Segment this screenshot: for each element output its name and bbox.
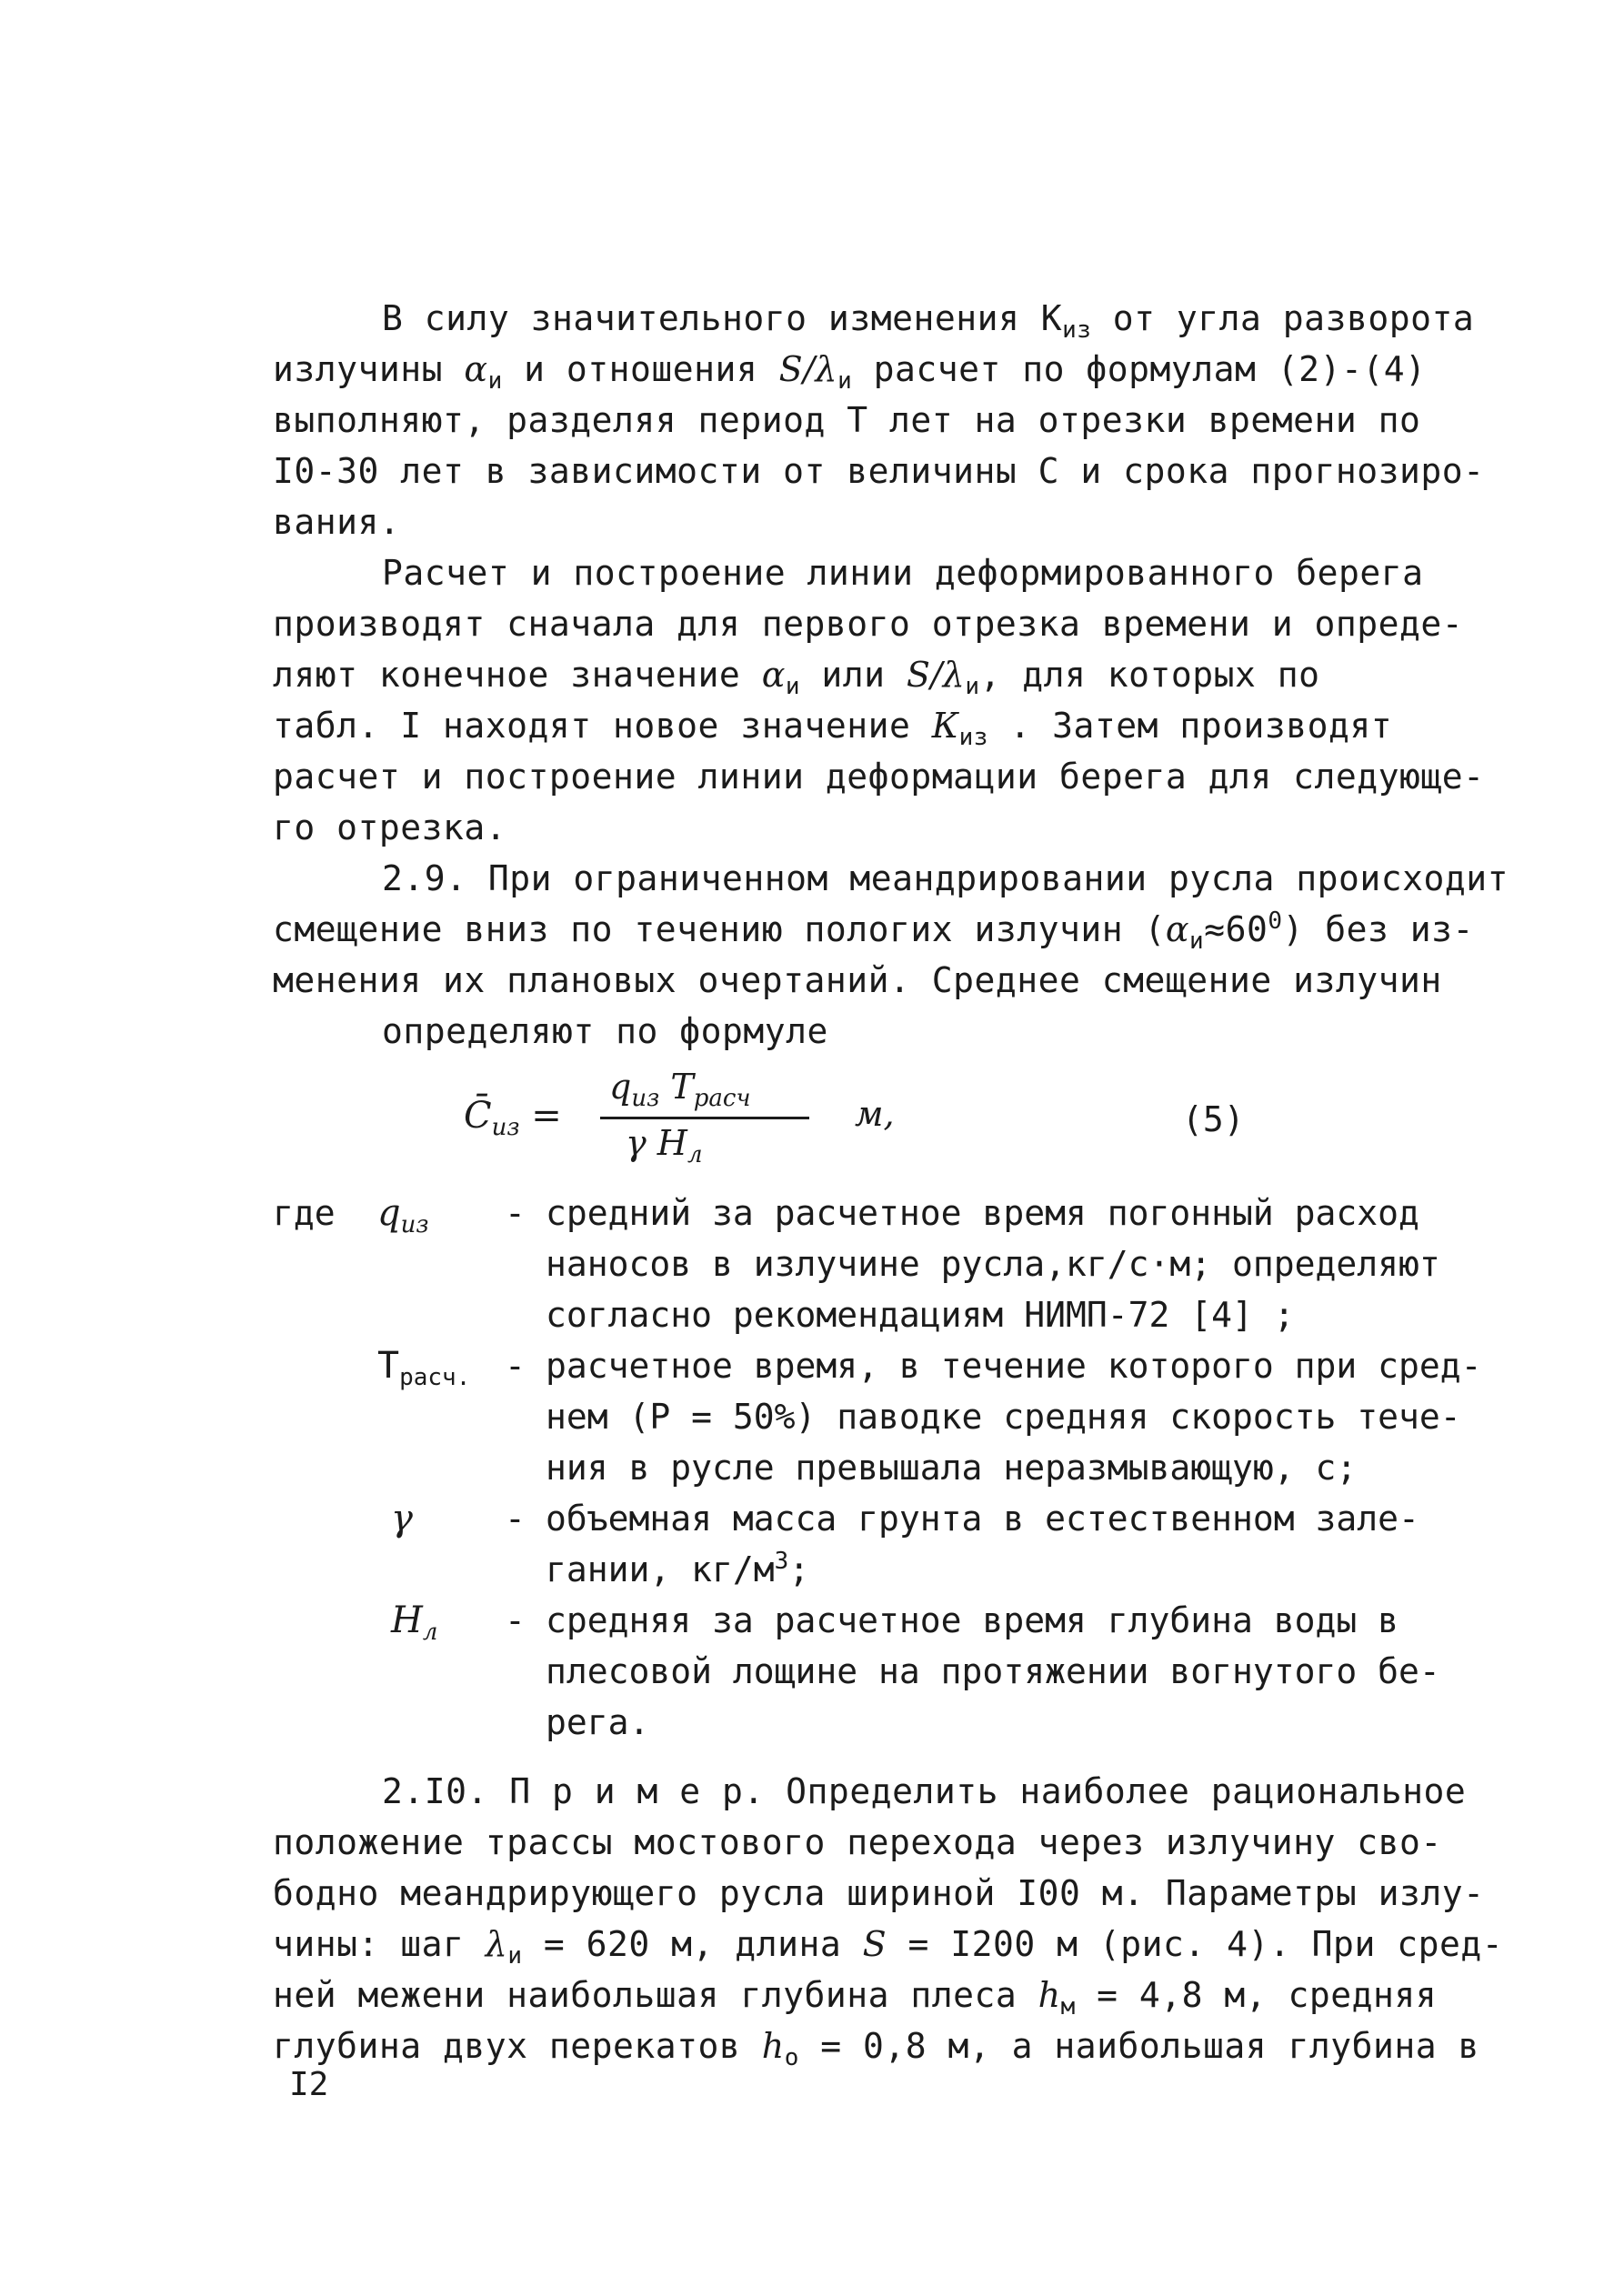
p2-line2: производят сначала для первого отрезка времени и опреде-	[273, 604, 1464, 644]
text: табл. I находят новое значение	[273, 706, 932, 746]
text: , для которых по	[979, 655, 1320, 695]
p1-line1	[382, 293, 1582, 344]
text: излучины	[273, 349, 444, 389]
where-def-q-line1: средний за расчетное время погонный расход	[546, 1193, 1419, 1233]
where-def-t-line3: ния в русле превышала неразмывающую, с;	[546, 1448, 1358, 1488]
lambda-symbol: λ	[485, 1924, 508, 1964]
ratio-symbol: S/λ	[778, 349, 838, 389]
fraction-bar	[600, 1117, 809, 1119]
alpha-symbol: α	[761, 655, 786, 695]
h-symbol: H	[646, 1123, 687, 1163]
where-def-h-line3: рега.	[546, 1702, 650, 1742]
formula-5	[464, 1064, 1282, 1182]
where-dash: -	[505, 1193, 526, 1233]
h-symbol: h	[761, 2026, 785, 2066]
p1-line4: I0-30 лет в зависимости от величины С и срока прогнозиро-	[273, 451, 1485, 491]
subscript: из	[631, 1085, 660, 1112]
where-def-gamma-line1: объемная масса грунта в естественном зале-	[546, 1499, 1419, 1539]
text: глубина двух перекатов	[273, 2026, 762, 2066]
h-symbol: Н	[391, 1599, 423, 1641]
where-def-t-line2: нем (Р = 50%) паводке средняя скорость тече-	[546, 1397, 1461, 1437]
subscript: м	[1060, 1993, 1076, 2020]
text: = 620 м, длина	[522, 1924, 863, 1964]
p4-line1: 2.I0. П р и м е р. Определить наиболее рациональное	[382, 1771, 1467, 1811]
where-dash: -	[505, 1600, 526, 1640]
t-symbol: T	[659, 1067, 694, 1107]
equation-number: (5)	[1182, 1099, 1245, 1139]
subscript: и	[487, 367, 503, 395]
page-number: I2	[289, 2066, 329, 2103]
formula-lhs	[464, 1093, 562, 1141]
p4-line4	[273, 1919, 1504, 1970]
text: = I200 м (рис. 4). При сред-	[887, 1924, 1504, 1964]
c-bar-symbol: C̄	[464, 1095, 492, 1137]
where-dash: -	[505, 1499, 526, 1539]
t-symbol: Т	[377, 1345, 400, 1387]
p1-line2	[273, 344, 1473, 395]
where-def-q-line3: согласно рекомендациям НИМП-72 [4] ;	[546, 1295, 1295, 1335]
where-def-t-line1: расчетное время, в течение которого при сред-	[546, 1346, 1482, 1386]
subscript: и	[837, 367, 853, 395]
p2-line5: расчет и построение линии деформации берега для следующе-	[273, 757, 1485, 797]
where-dash: -	[505, 1346, 526, 1386]
subscript: и	[507, 1942, 523, 1970]
text: ляют конечное значение	[273, 655, 762, 695]
subscript: о	[784, 2044, 799, 2071]
text: = 0,8 м, а наибольшая глубина в	[798, 2026, 1479, 2066]
text: В силу значительного изменения К	[382, 298, 1063, 338]
p3-line2	[273, 904, 1473, 955]
where-symbol-t	[377, 1340, 496, 1391]
where-symbol-gamma: γ	[391, 1498, 413, 1539]
text: или	[800, 655, 907, 695]
subscript: расч	[693, 1085, 751, 1112]
alpha-symbol: α	[464, 349, 488, 389]
p2-line4	[273, 700, 1473, 751]
subscript: из	[400, 1211, 429, 1238]
p4-line3: бодно меандрирующего русла шириной I00 м. Параметры излу-	[273, 1873, 1485, 1913]
text: гании, кг/м	[546, 1549, 775, 1589]
text: расчет по формулам (2)-(4)	[852, 349, 1427, 389]
p3-line1: 2.9. При ограниченном меандрировании русла происходит	[382, 858, 1509, 898]
text: ≈60	[1204, 909, 1268, 949]
subscript: из	[491, 1114, 520, 1141]
subscript: л	[687, 1141, 703, 1168]
p4-line6	[273, 2020, 1479, 2071]
gamma-symbol: γ	[626, 1123, 647, 1163]
p4-line2: положение трассы мостового перехода через излучину сво-	[273, 1822, 1442, 1862]
text: ней межени наибольшая глубина плеса	[273, 1975, 1038, 2015]
where-def-h-line2: плесовой лощине на протяжении вогнутого бе-	[546, 1651, 1440, 1691]
q-symbol: q	[377, 1192, 401, 1234]
where-symbol-q	[377, 1188, 496, 1238]
text: = 4,8 м, средняя	[1075, 1975, 1438, 2015]
ratio-symbol: S/λ	[906, 655, 966, 695]
h-symbol: h	[1038, 1975, 1061, 2015]
p4-line5	[273, 1970, 1473, 2020]
p2-line6: го отрезка.	[273, 807, 507, 847]
subscript: из	[958, 724, 988, 751]
subscript: и	[785, 673, 801, 700]
text: ) без из-	[1282, 909, 1474, 949]
where-label: где	[273, 1193, 336, 1233]
subscript: из	[1062, 316, 1092, 344]
fraction-numerator	[609, 1064, 751, 1112]
s-symbol: S	[862, 1924, 887, 1964]
p3-line3: менения их плановых очертаний. Среднее смещение излучин	[273, 960, 1442, 1000]
formula-unit: м,	[855, 1094, 895, 1134]
where-def-q-line2: наносов в излучине русла,кг/с·м; определяют	[546, 1244, 1440, 1284]
text: . Затем производят	[987, 706, 1393, 746]
text: ;	[788, 1549, 810, 1589]
p1-line5: вания.	[273, 502, 401, 542]
text: смещение вниз по течению пологих излучин (	[273, 909, 1166, 949]
p3-line4: определяют по формуле	[382, 1011, 828, 1051]
text: и отношения	[502, 349, 779, 389]
subscript: и	[965, 673, 980, 700]
k-symbol: К	[931, 706, 959, 746]
p2-line1: Расчет и построение линии деформированного берега	[382, 553, 1424, 593]
fraction-denominator	[626, 1120, 703, 1166]
where-def-gamma-line2	[546, 1544, 1473, 1595]
superscript: 0	[1268, 907, 1283, 935]
where-def-h-line1: средняя за расчетное время глубина воды в	[546, 1600, 1398, 1640]
where-symbol-h	[391, 1595, 509, 1646]
subscript: расч.	[399, 1364, 471, 1391]
text: чины: шаг	[273, 1924, 486, 1964]
alpha-symbol: α	[1165, 909, 1190, 949]
subscript: и	[1189, 927, 1205, 955]
superscript: 3	[774, 1548, 789, 1575]
q-symbol: q	[609, 1067, 632, 1107]
subscript: л	[422, 1619, 438, 1646]
text: от угла разворота	[1091, 298, 1475, 338]
equals-sign: =	[519, 1095, 562, 1137]
p1-line3: выполняют, разделяя период Т лет на отрезки времени по	[273, 400, 1421, 440]
p2-line3	[273, 649, 1473, 700]
